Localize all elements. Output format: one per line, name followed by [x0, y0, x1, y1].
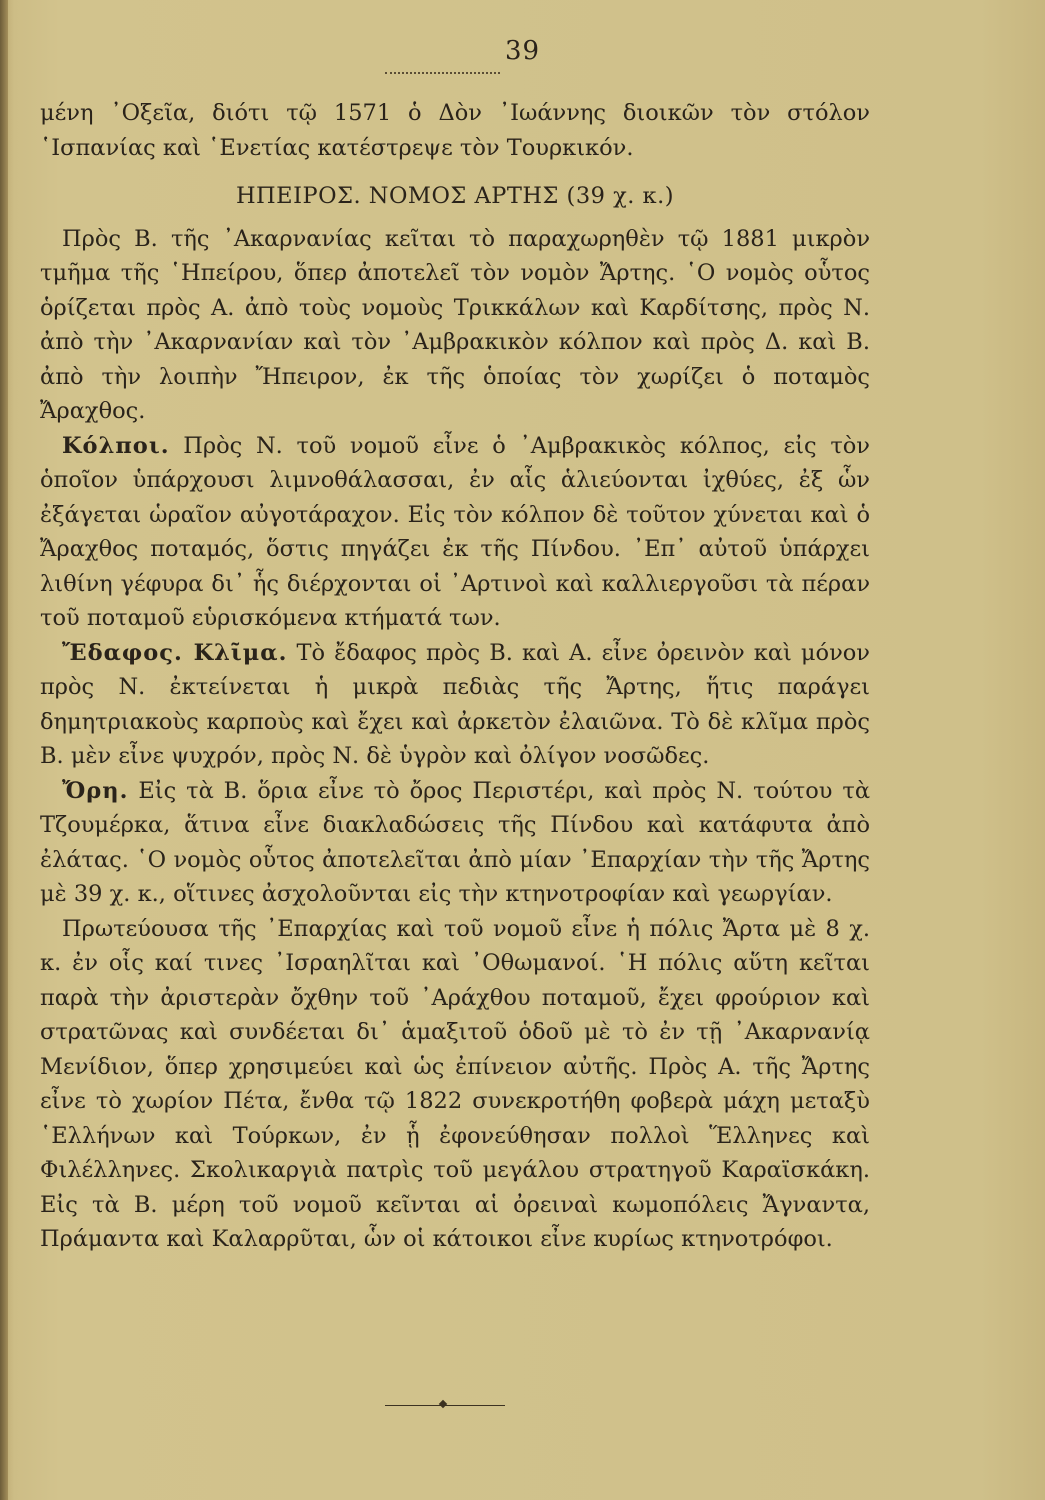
page-number-rule: [385, 72, 500, 74]
paragraph-soil-climate: [40, 636, 870, 774]
paragraph-location: Πρὸς Β. τῆς ᾿Ακαρνανίας κεῖται τὸ παραχωρηθὲν τῷ 1881 μικρὸν τμῆμα τῆς ῾Ηπείρου, ὅπερ ἀποτελεῖ τὸν νομὸν Ἄρτης. ῾Ο νομὸς οὗτος ὁρίζεται πρὸς Α. ἀπὸ τοὺς νομοὺς Τρικκάλων καὶ Καρδίτσης, πρὸς Ν. ἀπὸ τὴν ᾿Ακαρνανίαν καὶ τὸν ᾿Αμβρακικὸν κόλπον καὶ πρὸς Δ. καὶ Β. ἀπὸ τὴν λοιπὴν Ἤπειρον, ἐκ τῆς ὁποίας τὸν χωρίζει ὁ ποταμὸς Ἄραχθος.: [40, 225, 870, 424]
paragraph-capital: Πρωτεύουσα τῆς ᾿Επαρχίας καὶ τοῦ νομοῦ εἶνε ἡ πόλις Ἄρτα μὲ 8 χ. κ. ἐν οἷς καί τινες ᾿Ισραηλῖται καὶ ᾿Οθωμανοί. ῾Η πόλις αὕτη κεῖται παρὰ τὴν ἀριστερὰν ὄχθην τοῦ ᾿Αράχθου ποταμοῦ, ἔχει φρούριον καὶ στρατῶνας καὶ συνδέεται δι᾿ ἁμαξιτοῦ ὁδοῦ μὲ τὸ ἐν τῇ ᾿Ακαρνανίᾳ Μενίδιον, ὅπερ χρησιμεύει καὶ ὡς ἐπίνειον αὐτῆς. Πρὸς Α. τῆς Ἄρτης εἶνε τὸ χωρίον Πέτα, ἔνθα τῷ 1822 συνεκροτήθη φοβερὰ μάχη μεταξὺ ῾Ελλήνων καὶ Τούρκων, ἐν ᾗ ἐφονεύθησαν πολλοὶ Ἕλληνες καὶ Φιλέλληνες. Σκολικαργιὰ πατρὶς τοῦ μεγάλου στρατηγοῦ Καραϊσκάκη. Εἰς τὰ Β. μέρη τοῦ νομοῦ κεῖνται αἱ ὀρειναὶ κωμοπόλεις Ἄγναντα, Πράμαντα καὶ Καλαρρῦται, ὧν οἱ κάτοικοι εἶνε κυρίως κτηνοτρόφοι.: [40, 915, 870, 1252]
intro-paragraph: μένη ᾿Οξεῖα, διότι τῷ 1571 ὁ Δὸν ᾿Ιωάννης διοικῶν τὸν στόλον ῾Ισπανίας καὶ ῾Ενετίας κατέστρεψε τὸν Τουρκικόν.: [40, 100, 870, 161]
label-gulfs: Κόλποι.: [62, 432, 170, 459]
section-heading: ΗΠΕΙΡΟΣ. ΝΟΜΟΣ ΑΡΤΗΣ (39 χ. κ.): [235, 183, 675, 209]
page-number: 39: [504, 36, 541, 66]
text-soil-climate: Τὸ ἔδαφος πρὸς Β. καὶ Α. εἶνε ὀρεινὸν καὶ μόνον πρὸς Ν. ἐκτείνεται ἡ μικρὰ πεδιὰς τῆς Ἄρτης, ἥτις παράγει δημητριακοὺς καρποὺς καὶ ἔχει καὶ ἀρκετὸν ἐλαιῶνα. Τὸ δὲ κλῖμα πρὸς Β. μὲν εἶνε ψυχρόν, πρὸς Ν. δὲ ὑγρὸν καὶ ὀλίγον νοσῶδες.: [40, 639, 870, 769]
text-mountains: Εἰς τὰ Β. ὅρια εἶνε τὸ ὄρος Περιστέρι, καὶ πρὸς Ν. τούτου τὰ Τζουμέρκα, ἅτινα εἶνε διακλαδώσεις τῆς Πίνδου καὶ κατάφυτα ἀπὸ ἐλάτας. ῾Ο νομὸς οὗτος ἀποτελεῖται ἀπὸ μίαν ᾿Επαρχίαν τὴν τῆς Ἄρτης μὲ 39 χ. κ., οἵτινες ἀσχολοῦνται εἰς τὴν κτηνοτροφίαν καὶ γεωργίαν.: [40, 777, 871, 907]
body-text: [40, 96, 870, 1257]
page-binding-edge: [0, 0, 8, 1500]
paragraph-gulfs: [40, 429, 870, 636]
label-mountains: Ὄρη.: [62, 777, 129, 804]
paragraph-mountains: [40, 774, 870, 912]
label-soil-climate: Ἔδαφος. Κλῖμα.: [62, 639, 288, 666]
text-gulfs: Πρὸς Ν. τοῦ νομοῦ εἶνε ὁ ᾿Αμβρακικὸς κόλπος, εἰς τὸν ὁποῖον ὑπάρχουσι λιμνοθάλασσαι, ἐν αἷς ἁλιεύονται ἰχθύες, ἐξ ὧν ἐξάγεται ὡραῖον αὐγοτάραχον. Εἰς τὸν κόλπον δὲ τοῦτον χύνεται καὶ ὁ Ἄραχθος ποταμός, ὅστις πηγάζει ἐκ τῆς Πίνδου. ᾿Επ᾿ αὐτοῦ ὑπάρχει λιθίνη γέφυρα δι᾿ ἧς διέρχονται οἱ ᾿Αρτινοὶ καὶ καλλιεργοῦσι τὰ πέραν τοῦ ποταμοῦ εὑρισκόμενα κτήματά των.: [40, 432, 870, 631]
